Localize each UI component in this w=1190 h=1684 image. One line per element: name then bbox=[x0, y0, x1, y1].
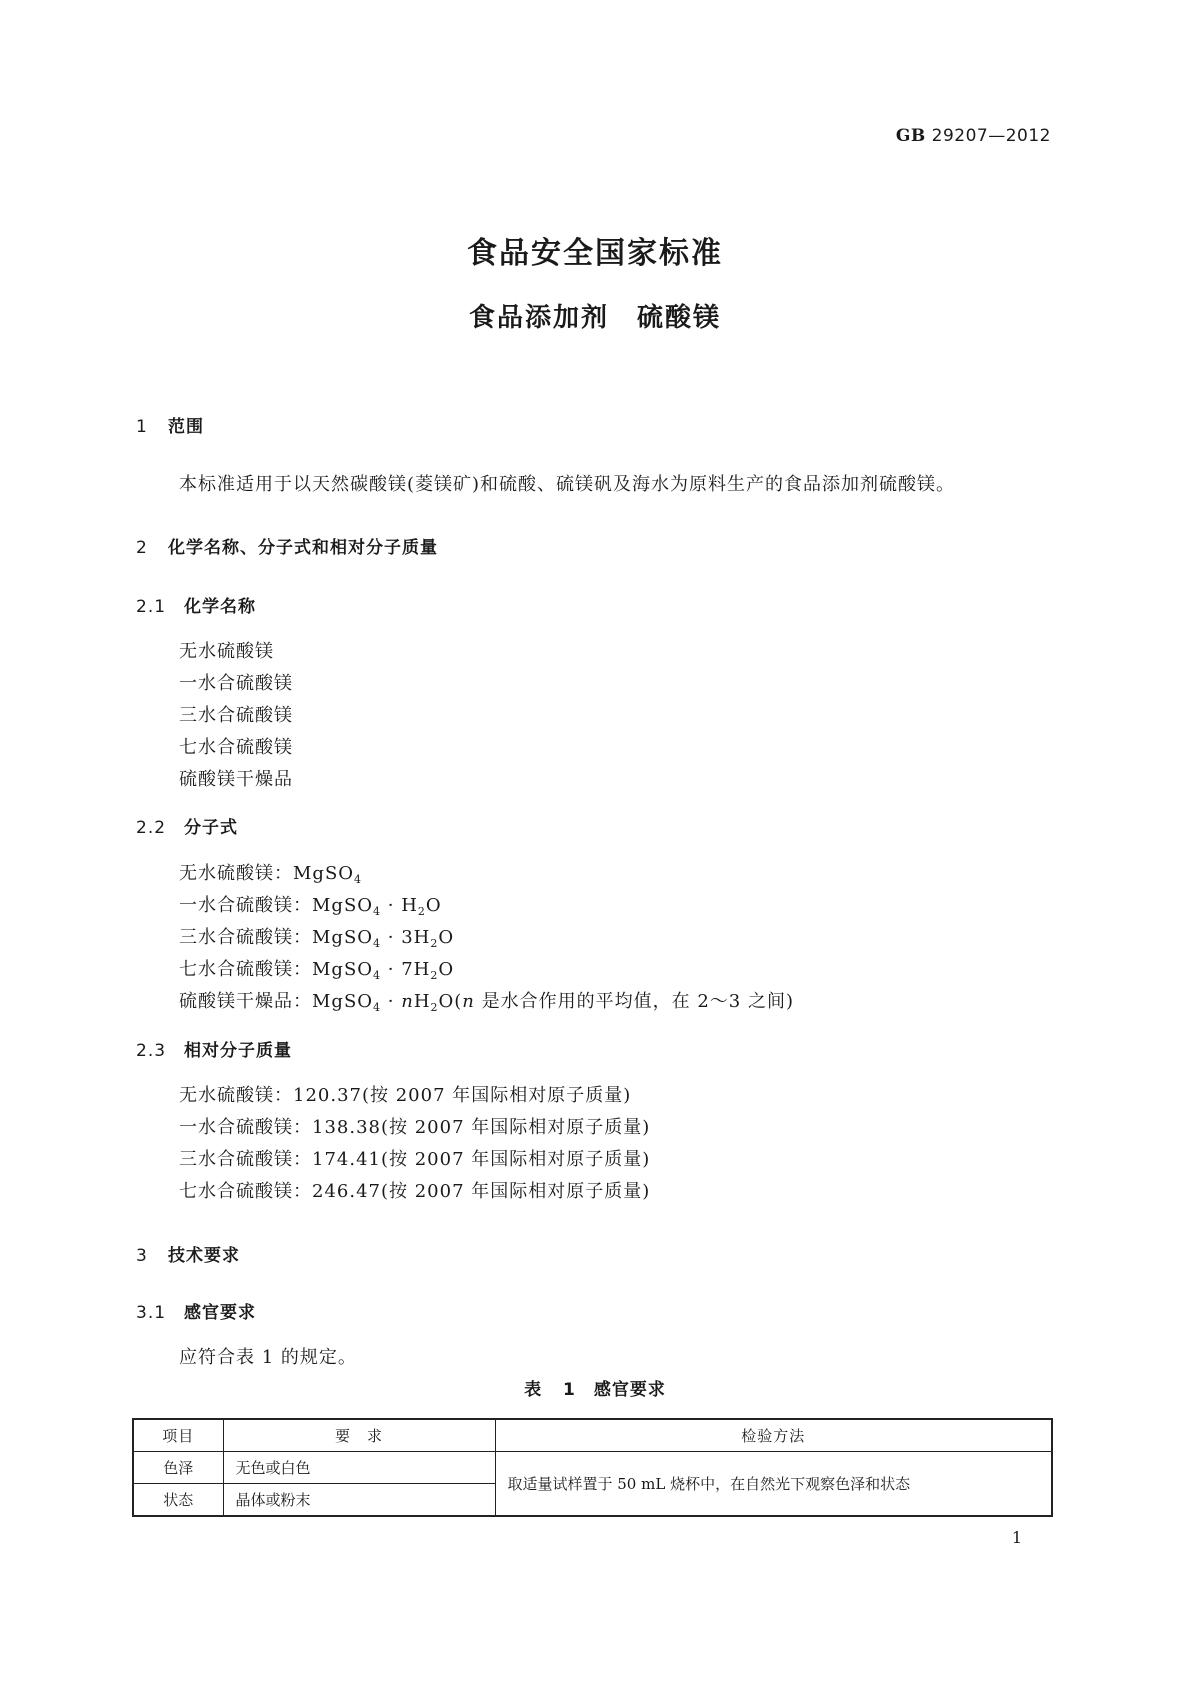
row-item: 状态 bbox=[133, 1484, 223, 1517]
molecular-mass-item: 无水硫酸镁：120.37(按 2007 年国际相对原子质量) bbox=[179, 1085, 632, 1106]
header-method: 检验方法 bbox=[495, 1419, 1052, 1452]
section-2-3-heading: 2.3 相对分子质量 bbox=[136, 1041, 292, 1061]
section-1-heading: 1 范围 bbox=[136, 417, 204, 437]
table-row bbox=[133, 1452, 1052, 1484]
header-requirement: 要 求 bbox=[223, 1419, 495, 1452]
formula-line: 七水合硫酸镁：MgSO$_4$ · $7H_2O$ bbox=[179, 959, 455, 982]
header-item: 项目 bbox=[133, 1419, 223, 1452]
section-1-text: 本标准适用于以天然碳酸镁(菱镁矿)和硫酸、硫镁矾及海水为原料生产的食品添加剂硫酸镁。 bbox=[179, 474, 956, 495]
molecular-mass-item: 三水合硫酸镁：174.41(按 2007 年国际相对原子质量) bbox=[179, 1149, 651, 1170]
chemical-name-item: 无水硫酸镁 bbox=[179, 641, 274, 662]
chemical-name-item: 硫酸镁干燥品 bbox=[179, 769, 293, 790]
row-requirement: 晶体或粉末 bbox=[223, 1484, 495, 1517]
sensory-requirements-table bbox=[132, 1418, 1053, 1517]
molecular-mass-item: 一水合硫酸镁：138.38(按 2007 年国际相对原子质量) bbox=[179, 1117, 651, 1138]
section-3-1-text: 应符合表 1 的规定。 bbox=[179, 1347, 357, 1368]
formula-line: 三水合硫酸镁：MgSO$_4$ · $3H_2O$ bbox=[179, 927, 455, 950]
section-2-1-heading: 2.1 化学名称 bbox=[136, 597, 256, 617]
formula-line: 硫酸镁干燥品：MgSO$_4$ · $nH_2O(n$ 是水合作用的平均值，在 2～3 之间) bbox=[179, 991, 794, 1014]
chemical-name-item: 七水合硫酸镁 bbox=[179, 737, 293, 758]
section-3-1-heading: 3.1 感官要求 bbox=[136, 1303, 256, 1323]
formula-line: 一水合硫酸镁：MgSO$_4$ · $H_2O$ bbox=[179, 895, 442, 918]
page-number: 1 bbox=[1011, 1528, 1022, 1547]
section-2-2-heading: 2.2 分子式 bbox=[136, 818, 238, 838]
table-header-row bbox=[133, 1419, 1052, 1452]
section-2-heading: 2 化学名称、分子式和相对分子质量 bbox=[136, 538, 438, 558]
formula-line: 无水硫酸镁：MgSO$_4$ bbox=[179, 863, 363, 886]
row-item: 色泽 bbox=[133, 1452, 223, 1484]
chemical-name-item: 三水合硫酸镁 bbox=[179, 705, 293, 726]
row-requirement: 无色或白色 bbox=[223, 1452, 495, 1484]
molecular-mass-item: 七水合硫酸镁：246.47(按 2007 年国际相对原子质量) bbox=[179, 1181, 651, 1202]
section-3-heading: 3 技术要求 bbox=[136, 1246, 240, 1266]
standard-code: GB 29207—2012 bbox=[895, 126, 1051, 146]
test-method: 取适量试样置于 50 mL 烧杯中，在自然光下观察色泽和状态 bbox=[495, 1452, 1052, 1517]
table-caption: 表 1 感官要求 bbox=[524, 1380, 666, 1400]
document-subtitle: 食品添加剂 硫酸镁 bbox=[468, 303, 721, 333]
chemical-name-item: 一水合硫酸镁 bbox=[179, 673, 293, 694]
document-title: 食品安全国家标准 bbox=[467, 236, 723, 271]
